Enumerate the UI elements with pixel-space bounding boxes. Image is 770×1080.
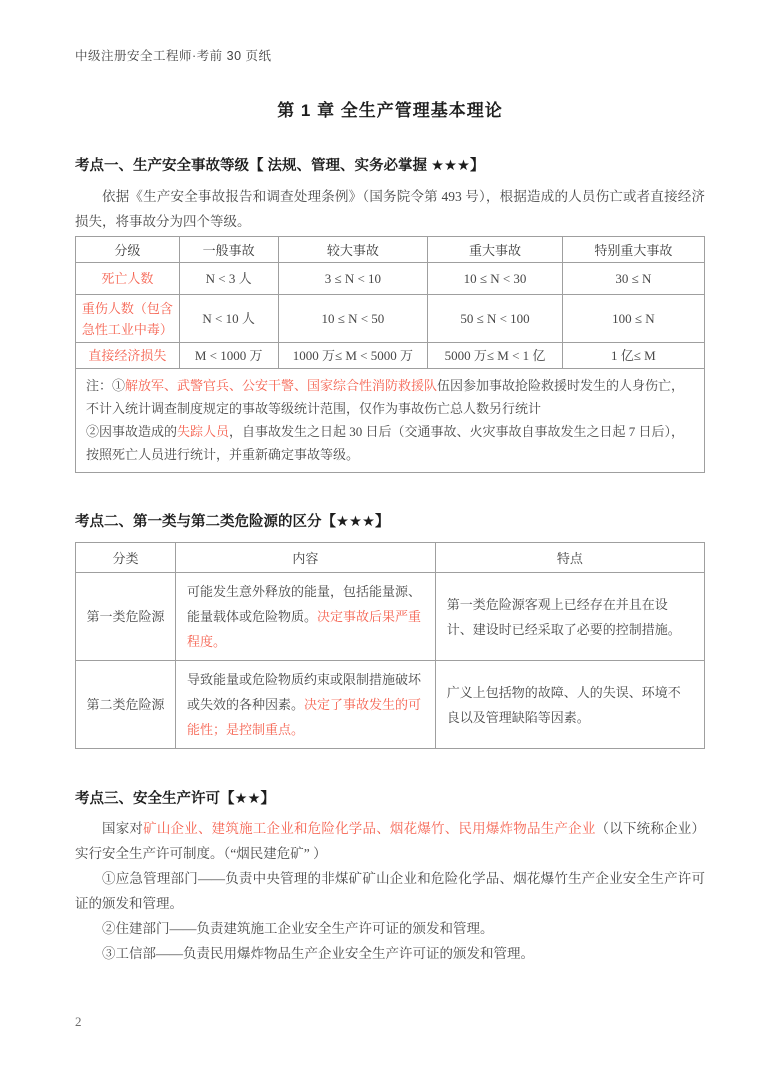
section-3-heading: 考点三、安全生产许可【★★】 xyxy=(75,791,275,807)
cell-loss-general: M < 1000 万 xyxy=(179,343,278,369)
row-label-second-class: 第二类危险源 xyxy=(76,661,176,749)
table-note-row xyxy=(76,369,705,473)
header-cell-extreme: 特别重大事故 xyxy=(562,237,704,263)
header-cell-feature: 特点 xyxy=(435,543,704,573)
note-box xyxy=(76,369,705,473)
cell-deaths-extreme: 30 ≤ N xyxy=(562,263,704,295)
hazard-table-wrap xyxy=(75,542,705,749)
note-line1-highlight: 解放军、武警官兵、公安干警、国家综合性消防救援队 xyxy=(125,378,438,393)
header-cell-content: 内容 xyxy=(176,543,436,573)
document-header-label: 中级注册安全工程师·考前 30 页纸 xyxy=(75,49,272,63)
cell-second-class-content xyxy=(176,661,436,749)
section-1-intro-paragraph: 依据《生产安全事故报告和调查处理条例》（国务院令第 493 号），根据造成的人员伤亡或者直接经济损失，将事故分为四个等级。 xyxy=(75,189,705,229)
cell-injuries-larger: 10 ≤ N < 50 xyxy=(278,295,428,343)
cell-deaths-larger: 3 ≤ N < 10 xyxy=(278,263,428,295)
row-label-economic-loss: 直接经济损失 xyxy=(76,343,180,369)
chapter-title: 第 1 章 全生产管理基本理论 xyxy=(277,101,503,120)
permit-intro-paragraph xyxy=(75,816,705,866)
permit-item-emergency-dept: ①应急管理部门——负责中央管理的非煤矿矿山企业和危险化学品、烟花爆竹生产企业安全生产许可证的颁发和管理。 xyxy=(75,871,705,911)
row-label-deaths: 死亡人数 xyxy=(76,263,180,295)
section-2-heading: 考点二、第一类与第二类危险源的区分【★★★】 xyxy=(75,514,390,530)
page-number: 2 xyxy=(75,1014,82,1029)
table-row-economic-loss xyxy=(76,343,705,369)
table-header-row xyxy=(76,237,705,263)
second-class-content-highlight: 决定了事故发生的可能性；是控制重点。 xyxy=(187,697,422,737)
cell-loss-larger: 1000 万≤ M < 5000 万 xyxy=(278,343,428,369)
permit-intro-prefix: 国家对 xyxy=(102,821,144,836)
cell-first-class-content xyxy=(176,573,436,661)
cell-deaths-major: 10 ≤ N < 30 xyxy=(428,263,563,295)
table-row-injuries xyxy=(76,295,705,343)
header-cell-class: 分类 xyxy=(76,543,176,573)
cell-second-class-feature: 广义上包括物的故障、人的失误、环境不良以及管理缺陷等因素。 xyxy=(435,661,704,749)
cell-first-class-feature: 第一类危险源客观上已经存在并且在设计、建设时已经采取了必要的控制措施。 xyxy=(435,573,704,661)
section-accident-levels xyxy=(75,154,705,473)
cell-loss-extreme: 1 亿≤ M xyxy=(562,343,704,369)
table-row-first-class xyxy=(76,573,705,661)
row-label-first-class: 第一类危险源 xyxy=(76,573,176,661)
accident-level-table-wrap xyxy=(75,236,705,473)
first-class-content-highlight: 决定事故后果严重程度。 xyxy=(187,609,422,649)
section-hazard-sources xyxy=(75,510,705,749)
permit-intro-rest: （以下统称企业）实行安全生产许可制度。（“烟民建危矿” ） xyxy=(75,821,706,861)
section-1-heading: 考点一、生产安全事故等级【 法规、管理、实务必掌握 ★★★】 xyxy=(75,158,485,174)
first-class-content-text: 可能发生意外释放的能量，包括能量源、能量载体或危险物质。 xyxy=(187,584,422,624)
cell-injuries-extreme: 100 ≤ N xyxy=(562,295,704,343)
accident-level-table xyxy=(75,236,705,473)
note-line2-prefix: ②因事故造成的 xyxy=(86,424,178,439)
table-row-second-class xyxy=(76,661,705,749)
permit-item-housing-dept: ②住建部门——负责建筑施工企业安全生产许可证的颁发和管理。 xyxy=(102,921,494,936)
cell-deaths-general: N < 3 人 xyxy=(179,263,278,295)
permit-item-industry-dept: ③工信部——负责民用爆炸物品生产企业安全生产许可证的颁发和管理。 xyxy=(102,946,534,961)
cell-loss-major: 5000 万≤ M < 1 亿 xyxy=(428,343,563,369)
header-cell-general: 一般事故 xyxy=(179,237,278,263)
header-cell-major: 重大事故 xyxy=(428,237,563,263)
note-line1-rest: 伍因参加事故抢险救援时发生的人身伤亡，不计入统计调查制度规定的事故等级统计范围，仅作为事故伤亡总人数另行统计 xyxy=(86,378,685,416)
header-cell-larger: 较大事故 xyxy=(278,237,428,263)
table-row-deaths xyxy=(76,263,705,295)
note-line1-prefix: 注：① xyxy=(86,378,126,393)
cell-injuries-major: 50 ≤ N < 100 xyxy=(428,295,563,343)
row-label-injuries: 重伤人数（包含急性工业中毒） xyxy=(76,295,180,343)
hazard-source-table xyxy=(75,542,705,749)
cell-injuries-general: N < 10 人 xyxy=(179,295,278,343)
table-header-row xyxy=(76,543,705,573)
note-line2-highlight: 失踪人员 xyxy=(177,424,230,439)
note-line2-rest: ，自事故发生之日起 30 日后（交通事故、火灾事故自事故发生之日起 7 日后），按照死亡人员进行统计，并重新确定事故等级。 xyxy=(86,424,685,462)
header-cell-category: 分级 xyxy=(76,237,180,263)
section-production-permit xyxy=(75,787,705,966)
permit-enterprises-highlight: 矿山企业、建筑施工企业和危险化学品、烟花爆竹、民用爆炸物品生产企业 xyxy=(143,821,596,836)
second-class-content-text: 导致能量或危险物质约束或限制措施破坏或失效的各种因素。 xyxy=(187,672,422,712)
page-content xyxy=(75,96,705,966)
